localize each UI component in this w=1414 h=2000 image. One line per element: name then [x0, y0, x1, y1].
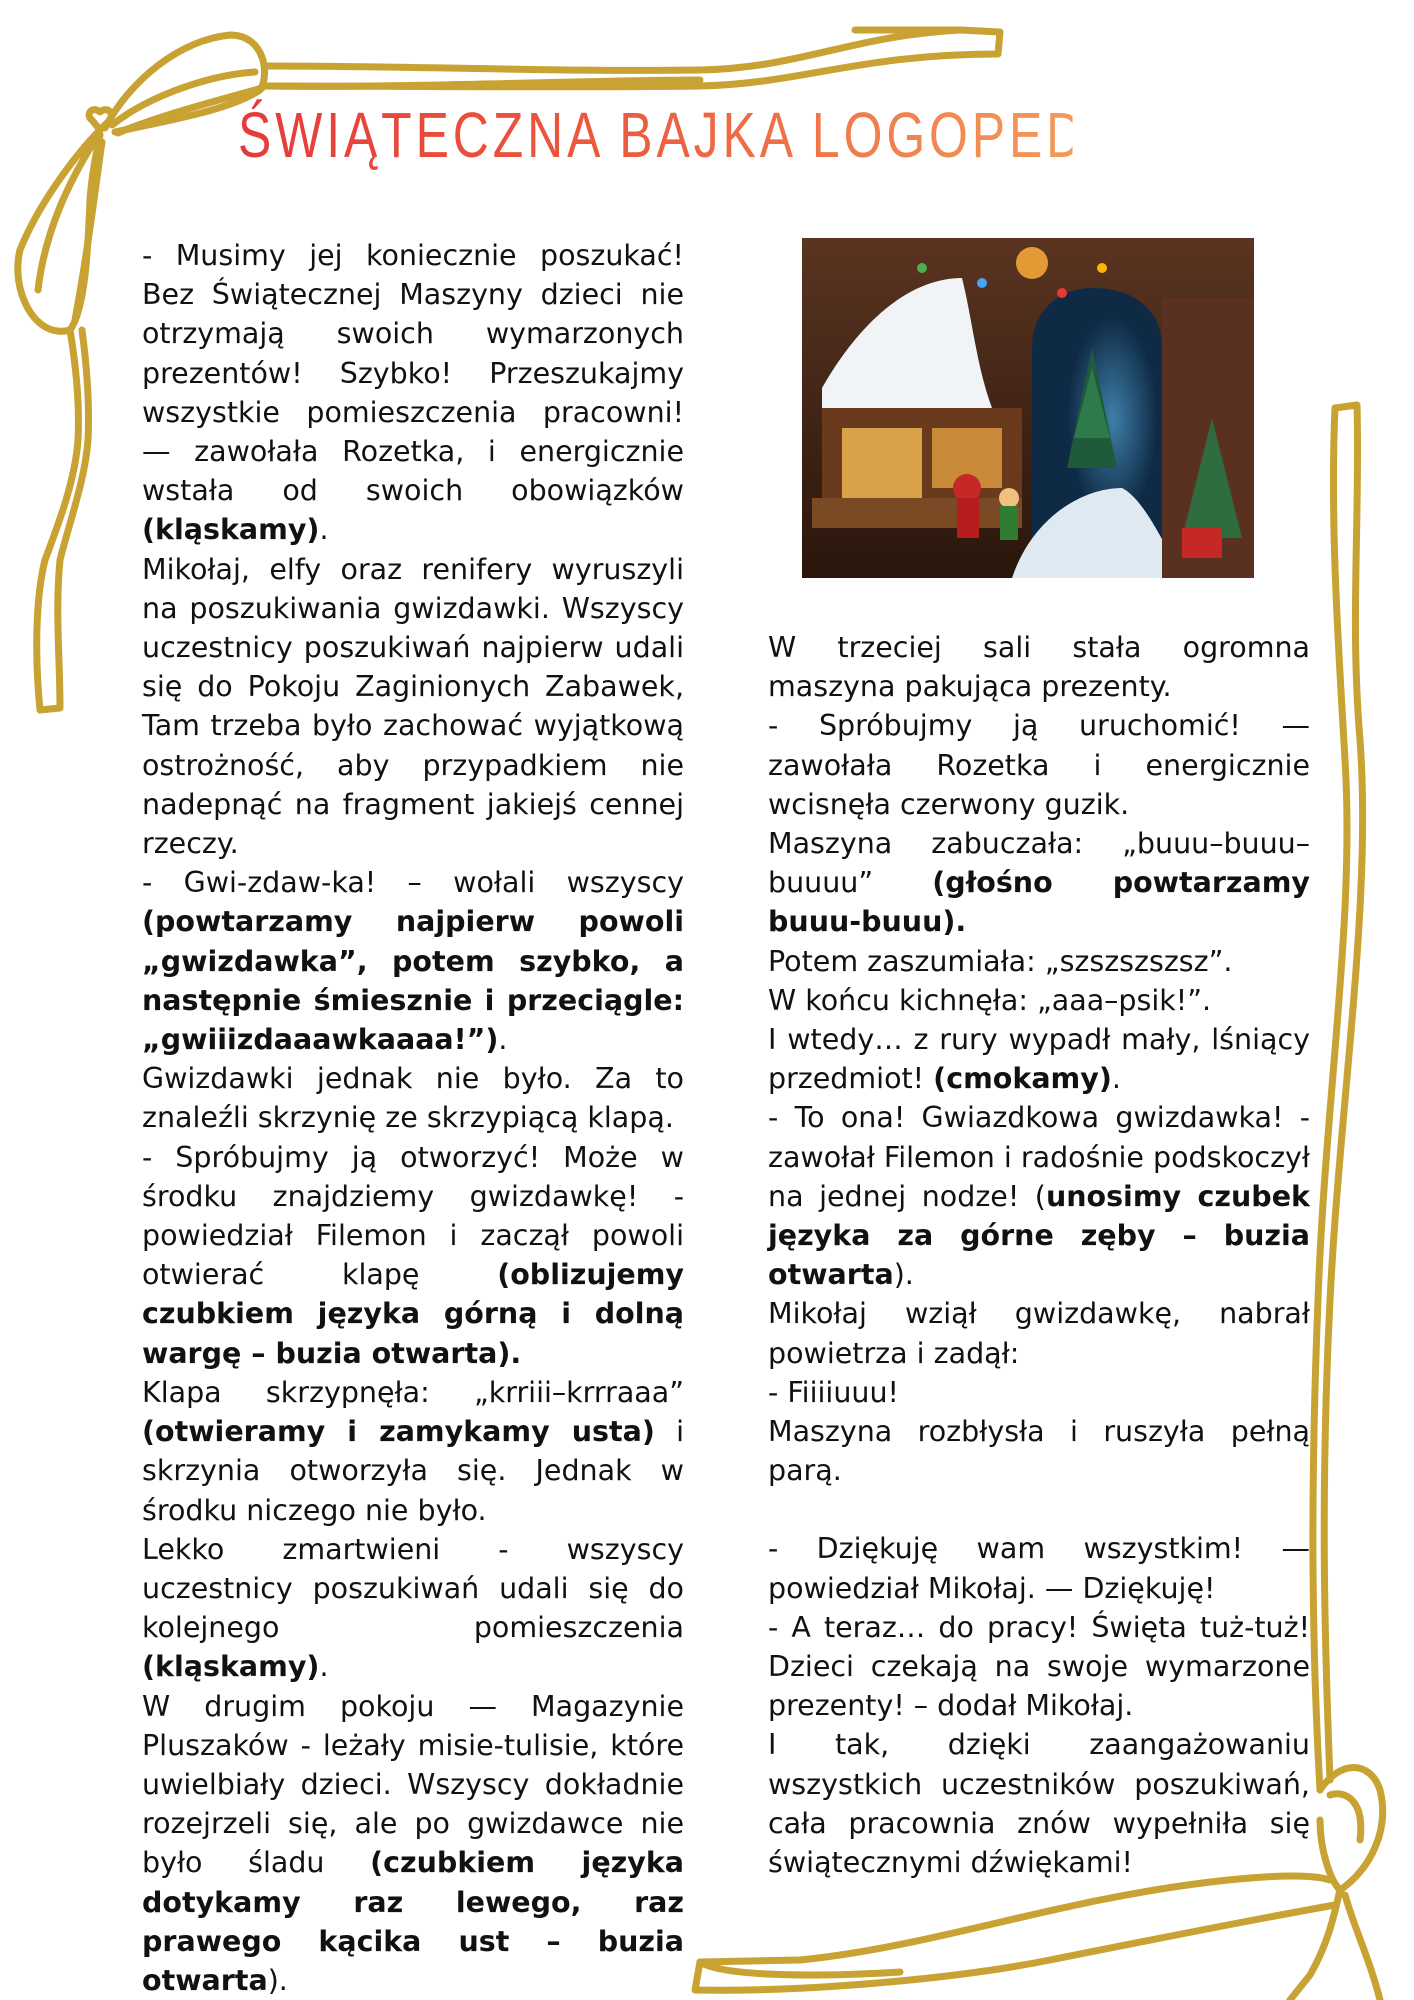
right-ribbon: [1313, 405, 1363, 1790]
story-paragraph: [768, 1373, 1310, 1412]
story-paragraph: [768, 1529, 1310, 1607]
story-text: .: [498, 1023, 508, 1057]
story-paragraph: [768, 1294, 1310, 1372]
page-title: ŚWIĄTECZNA BAJKA LOGOPEDYCZNA: [238, 98, 1073, 188]
story-paragraph: [768, 981, 1310, 1020]
story-text: ).: [893, 1258, 914, 1292]
speech-exercise-instruction: unosimy czubek języka za górne zęby – buzia otwarta: [768, 1179, 1310, 1292]
story-text: Lekko zmartwieni - wszyscy uczestnicy poszukiwań udali się do kolejnego pomieszczenia: [142, 1532, 684, 1645]
story-paragraph: [142, 863, 684, 1059]
story-text: .: [1111, 1062, 1121, 1096]
story-text: ).: [267, 1963, 288, 1997]
story-text: Gwizdawki jednak nie było. Za to znaleźli skrzynię ze skrzypiącą klapą.: [142, 1062, 684, 1135]
story-text: I tak, dzięki zaangażowaniu wszystkich uczestników poszukiwań, cała pracownia znów wypełniła się świątecznymi dźwiękami!: [768, 1728, 1310, 1880]
story-text: - A teraz… do pracy! Święta tuż-tuż! Dzieci czekają na swoje wymarzone prezenty! – dodał Mikołaj.: [768, 1610, 1310, 1723]
paragraph-spacer: [768, 1490, 1310, 1529]
story-paragraph: [142, 1687, 684, 2000]
story-text: W trzeciej sali stała ogromna maszyna pakująca prezenty.: [768, 631, 1310, 704]
speech-exercise-instruction: (głośno powtarzamy buuu-buuu).: [768, 866, 1311, 939]
story-text: Klapa skrzypnęła: „krriii–krrraaa”: [142, 1375, 684, 1409]
story-text: Maszyna rozbłysła i ruszyła pełną parą.: [768, 1415, 1310, 1488]
story-paragraph: [768, 1412, 1310, 1490]
story-text: - To ona! Gwiazdkowa gwizdawka! - zawołał Filemon i radośnie podskoczył na jednej nodze! (: [768, 1101, 1311, 1213]
story-text: Maszyna zabuczała: „buuu–buuu–buuuu”: [768, 827, 1310, 900]
story-paragraph: [768, 706, 1310, 824]
story-paragraph: [142, 550, 684, 864]
story-text: .: [319, 1650, 329, 1684]
story-paragraph: [768, 1725, 1310, 1882]
story-paragraph: [142, 1059, 684, 1137]
story-text: .: [319, 513, 329, 547]
story-text: Mikołaj wziął gwizdawkę, nabrał powietrza i zadął:: [768, 1297, 1310, 1370]
speech-exercise-instruction: (powtarzamy najpierw powoli „gwizdawka”, potem szybko, a następnie śmiesznie i przeciągle: „gwiiizdaaawkaaaa!”): [142, 905, 684, 1057]
story-paragraph: [768, 942, 1310, 981]
story-paragraph: [768, 1020, 1310, 1098]
story-text: - Fiiiiuuu!: [768, 1375, 899, 1409]
story-paragraph: [142, 1530, 684, 1687]
story-text: - Dziękuję wam wszystkim! — powiedział Mikołaj. — Dziękuję!: [768, 1532, 1310, 1605]
story-text: - Gwi-zdaw-ka! – wołali wszyscy: [142, 866, 684, 900]
story-paragraph: [142, 1373, 684, 1530]
story-text: - Musimy jej koniecznie poszukać! Bez Świątecznej Maszyny dzieci nie otrzymają swoich wymarzonych prezentów! Szybko! Przeszukajmy wszystkie pomieszczenia pracowni! — zawołała Rozetka, i energicznie wstała od swoich obowiązków: [142, 239, 684, 508]
story-text: - Spróbujmy ją otworzyć! Może w środku znajdziemy gwizdawkę! - powiedział Filemon i zaczął powoli otwierać klapę: [142, 1140, 684, 1292]
story-column-right: [768, 628, 1310, 1882]
speech-exercise-instruction: (otwieramy i zamykamy usta): [142, 1415, 655, 1449]
speech-exercise-instruction: (cmokamy): [933, 1062, 1112, 1096]
story-paragraph: [142, 1138, 684, 1373]
story-text: Mikołaj, elfy oraz renifery wyruszyli na poszukiwania gwizdawki. Wszyscy uczestnicy poszukiwań najpierw udali się do Pokoju Zaginionych Zabawek, Tam trzeba było zachować wyjątkową ostrożność, aby przypadkiem nie nadepnąć na fragment jakiejś cennej rzeczy.: [142, 552, 684, 861]
illustration-image: [802, 238, 1254, 578]
speech-exercise-instruction: (czubkiem języka dotykamy raz lewego, raz prawego kącika ust – buzia otwarta: [142, 1846, 685, 1997]
top-ribbon: [265, 30, 1000, 87]
story-paragraph: [768, 1608, 1310, 1726]
story-text: I wtedy… z rury wypadł mały, lśniący przedmiot!: [768, 1023, 1310, 1096]
story-paragraph: [768, 628, 1310, 706]
speech-exercise-instruction: (oblizujemy czubkiem języka górną i dolną wargę – buzia otwarta).: [142, 1258, 684, 1370]
story-text: W końcu kichnęła: „aaa–psik!”.: [768, 983, 1212, 1017]
story-paragraph: [768, 1098, 1310, 1294]
story-text: - Spróbujmy ją uruchomić! — zawołała Rozetka i energicznie wcisnęła czerwony guzik.: [768, 709, 1310, 821]
christmas-workshop-illustration: [802, 238, 1254, 578]
story-text: i skrzynia otworzyła się. Jednak w środku niczego nie było.: [142, 1415, 684, 1527]
story-text: Potem zaszumiała: „szszszszsz”.: [768, 944, 1233, 978]
story-paragraph: [768, 824, 1310, 942]
speech-exercise-instruction: (kląskamy): [142, 1650, 320, 1684]
speech-exercise-instruction: (kląskamy): [142, 513, 320, 547]
story-text: W drugim pokoju — Magazynie Pluszaków - leżały misie-tulisie, które uwielbiały dzieci. Wszyscy dokładnie rozejrzeli się, ale po gwizdawce nie było śladu: [142, 1689, 684, 1880]
story-column-left: [142, 236, 684, 2000]
story-paragraph: [142, 236, 684, 550]
